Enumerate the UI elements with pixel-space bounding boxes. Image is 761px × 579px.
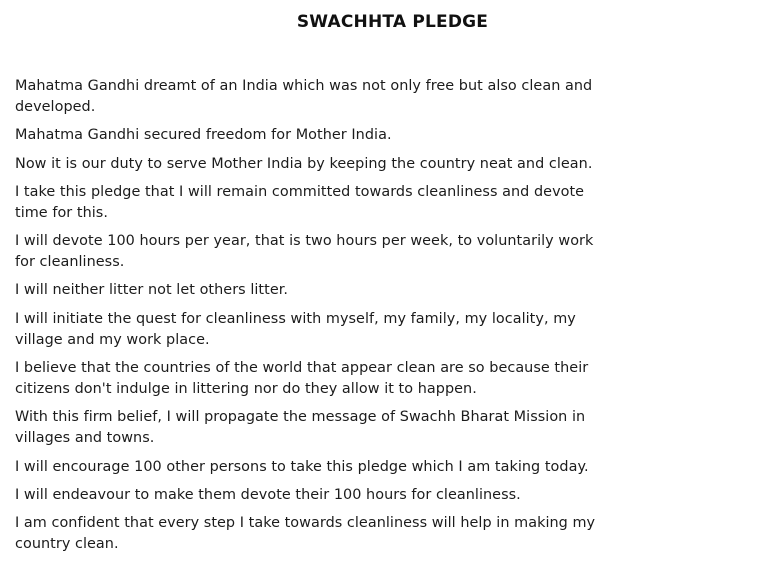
pledge-line: I will endeavour to make them devote their 100 hours for cleanliness. <box>15 486 521 503</box>
pledge-line: Mahatma Gandhi dreamt of an India which was not only free but also clean and <box>15 78 593 94</box>
pledge-line: Mahatma Gandhi secured freedom for Mother India. <box>15 127 392 144</box>
pledge-line: country clean. <box>15 536 119 553</box>
pledge-line: I will initiate the quest for cleanliness with myself, my family, my locality, my <box>15 310 576 327</box>
pledge-paragraph <box>15 309 755 351</box>
pledge-paragraph <box>15 76 755 118</box>
document-title: SWACHHTA PLEDGE <box>296 12 489 32</box>
pledge-line: villages and towns. <box>15 430 155 447</box>
pledge-line: I believe that the countries of the world that appear clean are so because their <box>15 360 589 377</box>
pledge-line: With this firm belief, I will propagate the message of Swachh Bharat Mission in <box>15 409 586 426</box>
pledge-line: time for this. <box>15 204 108 221</box>
pledge-paragraph <box>15 513 755 555</box>
pledge-line: developed. <box>15 99 96 115</box>
pledge-paragraph <box>15 485 755 506</box>
pledge-line: village and my work place. <box>15 331 210 348</box>
pledge-line: citizens don't indulge in littering nor do they allow it to happen. <box>15 381 477 398</box>
pledge-paragraph <box>15 358 755 400</box>
pledge-line: I will devote 100 hours per year, that is two hours per week, to voluntarily work <box>15 233 594 250</box>
pledge-line: for cleanliness. <box>15 254 125 271</box>
pledge-paragraph <box>15 125 755 146</box>
pledge-paragraph <box>15 407 755 449</box>
pledge-paragraph <box>15 280 755 301</box>
pledge-line: I will neither litter not let others litter. <box>15 282 288 299</box>
pledge-line: I am confident that every step I take towards cleanliness will help in making my <box>15 515 596 532</box>
pledge-line: Now it is our duty to serve Mother India by keeping the country neat and clean. <box>15 155 593 172</box>
pledge-paragraph <box>15 154 755 175</box>
pledge-paragraph <box>15 231 755 273</box>
pledge-paragraph <box>15 182 755 224</box>
pledge-line: I take this pledge that I will remain committed towards cleanliness and devote <box>15 183 585 200</box>
pledge-body <box>15 76 755 563</box>
pledge-paragraph <box>15 457 755 478</box>
pledge-line: I will encourage 100 other persons to take this pledge which I am taking today. <box>15 458 589 475</box>
